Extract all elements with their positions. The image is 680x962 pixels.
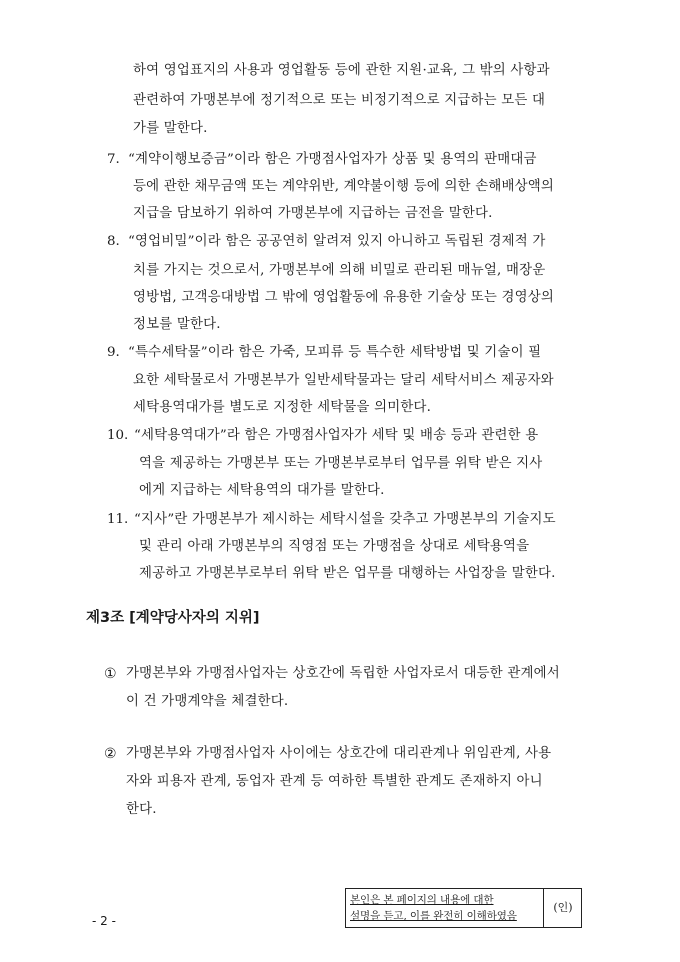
text-line: 요한 세탁물로서 가맹본부가 일반세탁물과는 달리 세탁서비스 제공자와 — [133, 373, 554, 388]
text-line: 제공하고 가맹본부로부터 위탁 받은 업무를 대행하는 사업장을 말한다. — [139, 566, 556, 581]
text-line: 가맹본부와 가맹점사업자 사이에는 상호간에 대리관계나 위임관계, 사용 — [126, 746, 552, 761]
text-line: 관련하여 가맹본부에 정기적으로 또는 비정기적으로 지급하는 모든 대 — [133, 93, 546, 108]
box-divider — [543, 889, 544, 927]
text-line: “계약이행보증금”이라 함은 가맹점사업자가 상품 및 용역의 판매대금 — [128, 152, 537, 167]
text-line: “세탁용역대가”라 함은 가맹점사업자가 세탁 및 배송 등과 관련한 용 — [134, 428, 539, 443]
text-line: “지사”란 가맹본부가 제시하는 세탁시설을 갖추고 가맹본부의 기술지도 — [134, 512, 556, 527]
confirmation-line-1: 본인은 본 페이지의 내용에 대한 — [350, 894, 494, 906]
text-line: 한다. — [126, 802, 157, 817]
item-number: 11. — [107, 512, 129, 527]
text-line: 정보를 말한다. — [133, 317, 221, 332]
text-line: 하여 영업표지의 사용과 영업활동 등에 관한 지원·교육, 그 밖의 사항과 — [133, 63, 550, 78]
confirmation-box — [345, 888, 582, 928]
text-line: “영업비밀”이라 함은 공공연히 알려져 있지 아니하고 독립된 경제적 가 — [128, 234, 546, 249]
confirmation-line-2: 설명을 듣고, 이를 완전히 이해하였음 — [350, 910, 517, 922]
item-number: 8. — [107, 234, 120, 249]
text-line: 세탁용역대가를 별도로 지정한 세탁물을 의미한다. — [133, 400, 432, 415]
text-line: 역을 제공하는 가맹본부 또는 가맹본부로부터 업무를 위탁 받은 지사 — [139, 456, 543, 471]
article-3-heading: 제3조 [계약당사자의 지위] — [86, 610, 260, 626]
text-line: 치를 가지는 것으로서, 가맹본부에 의해 비밀로 관리된 매뉴얼, 매장운 — [133, 263, 546, 278]
text-line: 가맹본부와 가맹점사업자는 상호간에 독립한 사업자로서 대등한 관계에서 — [126, 666, 560, 681]
text-line: 영방법, 고객응대방법 그 밖에 영업활동에 유용한 기술상 또는 경영상의 — [133, 290, 555, 305]
text-line: 에게 지급하는 세탁용역의 대가를 말한다. — [139, 483, 385, 498]
page-number: - 2 - — [92, 914, 116, 928]
item-number: 10. — [107, 428, 129, 443]
clause-mark: ① — [104, 666, 117, 682]
text-line: 및 관리 아래 가맹본부의 직영점 또는 가맹점을 상대로 세탁용역을 — [139, 539, 530, 554]
item-number: 9. — [107, 345, 120, 360]
text-line: 등에 관한 채무금액 또는 계약위반, 계약불이행 등에 의한 손해배상액의 — [133, 179, 555, 194]
text-line: 가를 말한다. — [133, 121, 208, 136]
text-line: 자와 피용자 관계, 동업자 관계 등 여하한 특별한 관계도 존재하지 아니 — [126, 774, 543, 789]
seal-mark: (인) — [553, 901, 573, 914]
item-number: 7. — [107, 152, 120, 167]
text-line: 지급을 담보하기 위하여 가맹본부에 지급하는 금전을 말한다. — [133, 206, 493, 221]
confirmation-text — [350, 892, 540, 924]
text-line: “특수세탁물”이라 함은 가죽, 모피류 등 특수한 세탁방법 및 기술이 필 — [128, 345, 542, 360]
clause-mark: ② — [104, 746, 117, 762]
text-line: 이 건 가맹계약을 체결한다. — [126, 694, 289, 709]
